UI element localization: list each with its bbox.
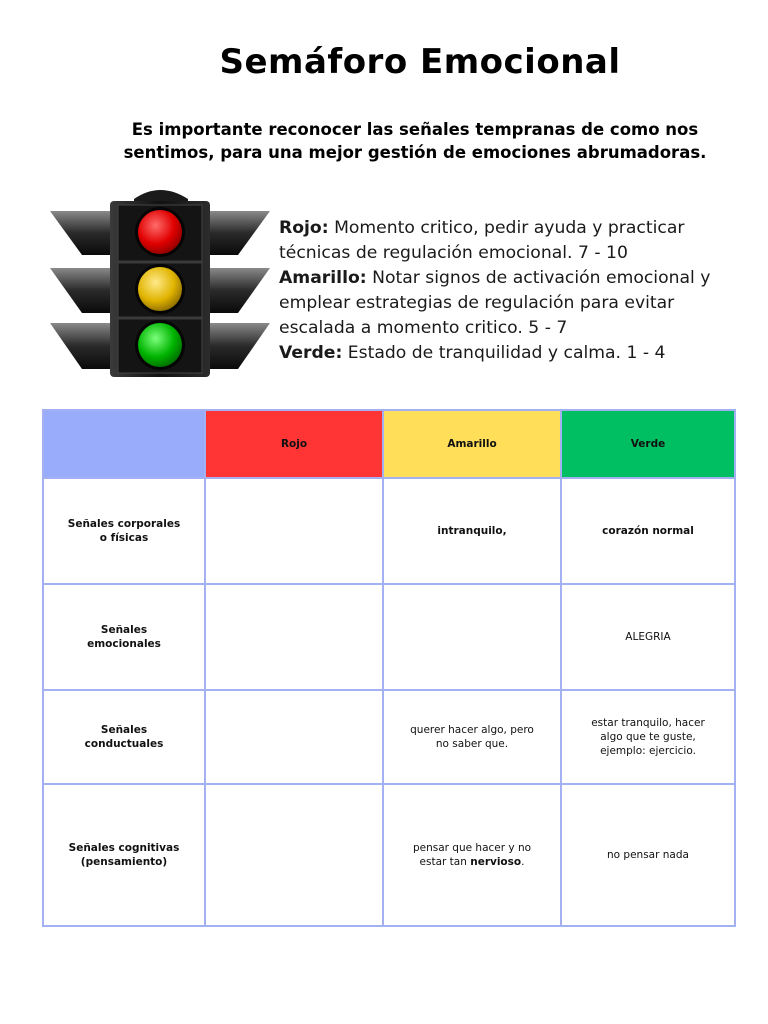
cell-line [394, 855, 550, 869]
cell-rojo [205, 690, 383, 784]
cell-rojo [205, 784, 383, 926]
traffic-light-image [48, 183, 272, 383]
header-amarillo: Amarillo [383, 410, 561, 478]
color-legend [279, 216, 768, 366]
table-row [43, 478, 735, 584]
legend-rojo-cont: técnicas de regulación emocional. 7 - 10 [279, 243, 628, 263]
legend-rojo-text: Momento critico, pedir ayuda y practicar [328, 218, 685, 238]
row-label [43, 784, 205, 926]
legend-amarillo-cont: emplear estrategias de regulación para evitar [279, 293, 675, 313]
legend-verde-label: Verde: [279, 343, 343, 363]
cell-line: algo que te guste, [600, 731, 696, 743]
signals-table [42, 409, 736, 927]
legend-amarillo-label: Amarillo: [279, 268, 367, 288]
header-verde: Verde [561, 410, 735, 478]
table-row [43, 784, 735, 926]
row-label-line: emocionales [87, 638, 161, 650]
cell-rojo [205, 584, 383, 690]
cell-rojo [205, 478, 383, 584]
row-label-line: Señales corporales [67, 518, 181, 530]
cell-text: . [521, 856, 525, 868]
legend-verde [279, 341, 768, 366]
cell-amarillo [383, 690, 561, 784]
legend-rojo [279, 216, 768, 241]
cell-line: ejemplo: ejercicio. [600, 745, 696, 757]
row-label-line: (pensamiento) [80, 856, 168, 868]
cell-amarillo [383, 784, 561, 926]
legend-amarillo-text: Notar signos de activación emocional y [366, 268, 711, 288]
row-label [43, 584, 205, 690]
legend-rojo-label: Rojo: [279, 218, 329, 238]
cell-line: no saber que. [435, 738, 509, 750]
cell-line: estar tranquilo, hacer [591, 717, 705, 729]
row-label-line: conductuales [84, 738, 164, 750]
row-label-line: Señales [100, 724, 148, 736]
row-label [43, 478, 205, 584]
cell-verde: no pensar nada [561, 784, 735, 926]
cell-amarillo: intranquilo, [383, 478, 561, 584]
cell-line: pensar que hacer y no [412, 842, 532, 854]
cell-verde: corazón normal [561, 478, 735, 584]
intro-line: sentimos, para una mejor gestión de emociones abrumadoras. [123, 143, 707, 162]
cell-text: estar tan [419, 856, 471, 868]
row-label-line: Señales [100, 624, 148, 636]
intro-text [60, 118, 768, 164]
cell-text-bold: nervioso [470, 856, 522, 868]
legend-amarillo [279, 266, 768, 291]
legend-verde-text: Estado de tranquilidad y calma. 1 - 4 [342, 343, 666, 363]
cell-line: querer hacer algo, pero [410, 724, 534, 736]
legend-amarillo-cont: escalada a momento critico. 5 - 7 [279, 318, 568, 338]
table-header-row [43, 410, 735, 478]
cell-amarillo [383, 584, 561, 690]
intro-line: Es importante reconocer las señales tempranas de como nos [131, 120, 699, 139]
cell-verde [561, 690, 735, 784]
row-label-line: o físicas [99, 532, 149, 544]
row-label-line: Señales cognitivas [68, 842, 180, 854]
page-title: Semáforo Emocional [219, 42, 621, 82]
header-blank-cell [43, 410, 205, 478]
table-row [43, 690, 735, 784]
cell-verde: ALEGRIA [561, 584, 735, 690]
header-rojo: Rojo [205, 410, 383, 478]
row-label [43, 690, 205, 784]
table-row [43, 584, 735, 690]
